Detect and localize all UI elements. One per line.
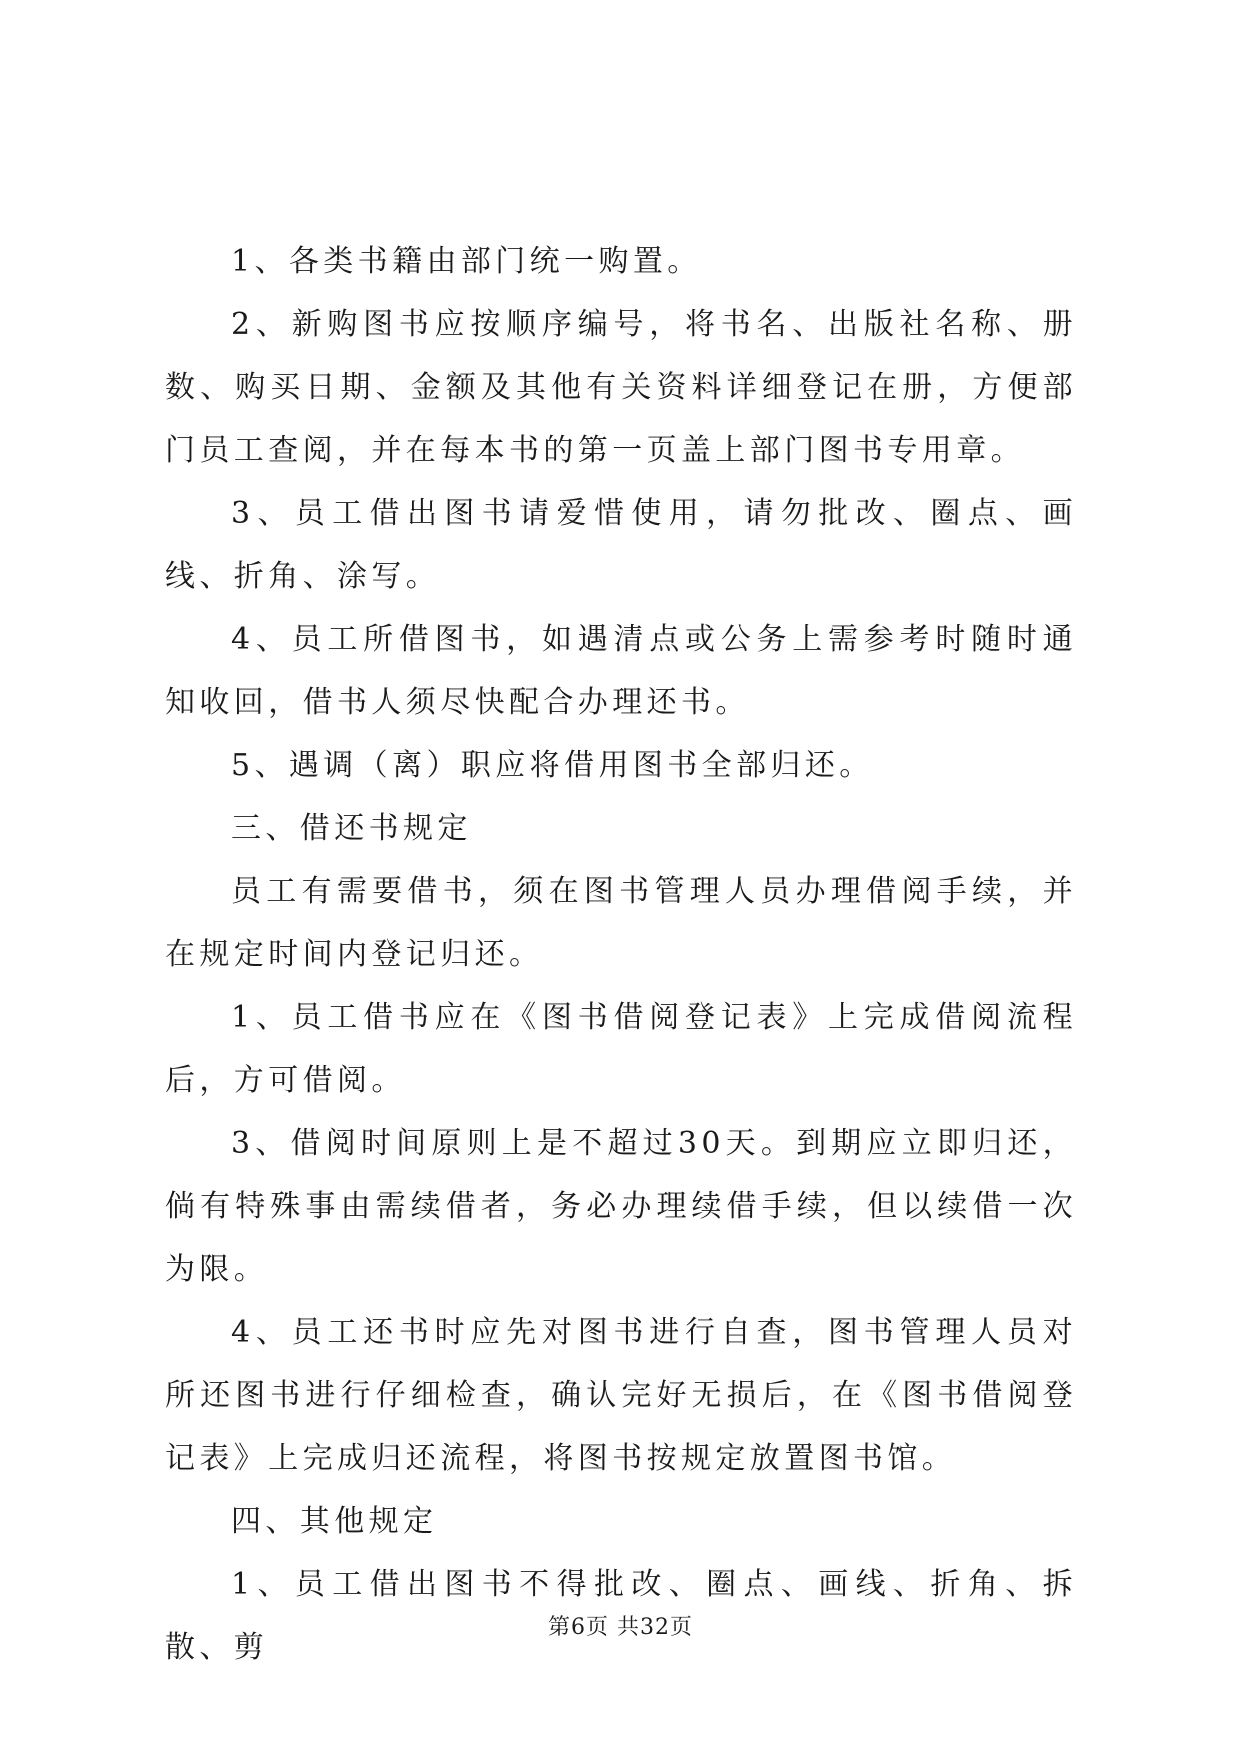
paragraph-transfer-rule: 5、遇调（离）职应将借用图书全部归还。: [231, 748, 874, 783]
section-heading-other-rules: 四、其他规定: [231, 1504, 438, 1539]
paragraph-care-rule: 3、员工借出图书请爱惜使用，请勿批改、圈点、画线、折角、涂写。: [165, 496, 1077, 594]
paragraph-borrow-intro: 员工有需要借书，须在图书管理人员办理借阅手续，并在规定时间内登记归还。: [165, 874, 1077, 972]
paragraph-other-rule-1: 1、员工借出图书不得批改、圈点、画线、折角、拆散、剪: [165, 1567, 1077, 1665]
paragraph-borrow-period-rule: 3、借阅时间原则上是不超过30天。到期应立即归还，倘有特殊事由需续借者，务必办理续借手续，但以续借一次为限。: [165, 1126, 1077, 1287]
page-number-footer: 第6页 共32页: [548, 1615, 693, 1640]
paragraph-purchase-rule: 1、各类书籍由部门统一购置。: [231, 244, 702, 279]
paragraph-borrow-form-rule: 1、员工借书应在《图书借阅登记表》上完成借阅流程后，方可借阅。: [165, 1000, 1077, 1098]
document-body: [165, 230, 1077, 1679]
paragraph-return-check-rule: 4、员工还书时应先对图书进行自查，图书管理人员对所还图书进行仔细检查，确认完好无损后，在《图书借阅登记表》上完成归还流程，将图书按规定放置图书馆。: [165, 1315, 1077, 1476]
section-heading-borrow-return: 三、借还书规定: [231, 811, 472, 846]
paragraph-numbering-rule: 2、新购图书应按顺序编号，将书名、出版社名称、册数、购买日期、金额及其他有关资料详细登记在册，方便部门员工查阅，并在每本书的第一页盖上部门图书专用章。: [165, 307, 1077, 468]
paragraph-recall-rule: 4、员工所借图书，如遇清点或公务上需参考时随时通知收回，借书人须尽快配合办理还书。: [165, 622, 1077, 720]
